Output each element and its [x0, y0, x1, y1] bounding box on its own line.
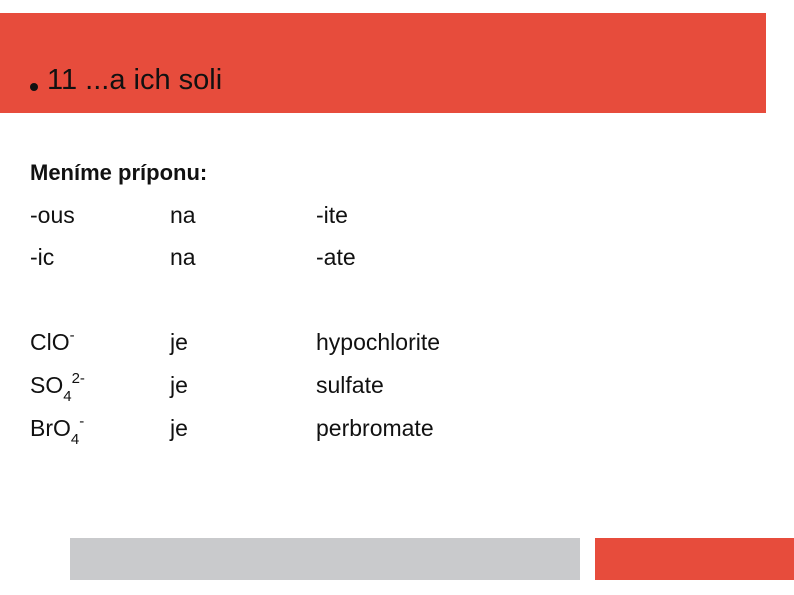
rule-connector: na	[170, 202, 196, 228]
rule-from: -ous	[30, 202, 75, 228]
example-name: sulfate	[316, 372, 384, 398]
slide-title: 11 ...a ich soli	[47, 64, 223, 96]
formula-chlorine	[30, 327, 75, 361]
example-name: perbromate	[316, 415, 434, 441]
formula-charge: 2-	[71, 370, 85, 387]
footer-gray-bar	[70, 538, 580, 580]
example-connector: je	[170, 329, 188, 355]
formula-base: BrO	[30, 415, 71, 441]
example-connector: je	[170, 372, 188, 398]
formula-base: SO	[30, 372, 64, 398]
rule-from: -ic	[30, 244, 55, 270]
rule-to: -ate	[316, 244, 356, 270]
footer-red-bar	[595, 538, 794, 580]
formula-subscript: 4	[70, 431, 80, 448]
formula-charge: -	[79, 413, 85, 430]
formula-base: ClO	[30, 329, 70, 355]
formula-sulfate	[30, 370, 85, 404]
formula-subscript: 4	[63, 388, 72, 405]
formula-charge: -	[69, 327, 75, 344]
rule-connector: na	[170, 244, 196, 270]
example-connector: je	[170, 415, 188, 441]
example-name: hypochlorite	[316, 329, 441, 355]
rule-to: -ite	[316, 202, 348, 228]
formula-perbromate	[30, 413, 84, 447]
subtitle: Meníme príponu:	[30, 160, 208, 185]
bullet-icon	[30, 83, 38, 91]
